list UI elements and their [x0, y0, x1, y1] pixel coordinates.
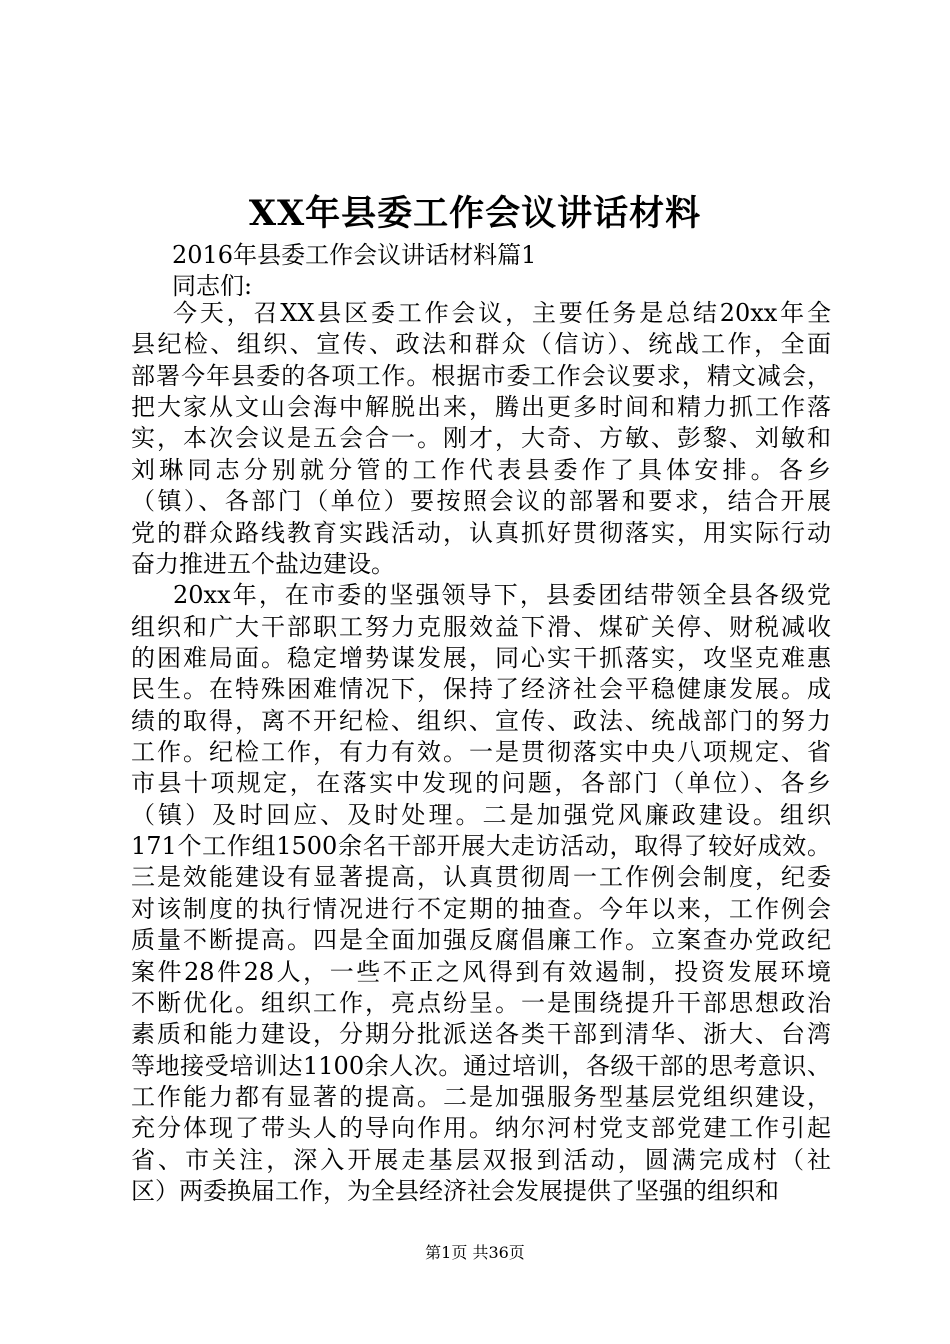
paragraph-2-line: 三是效能建设有显著提高，认真贯彻周一工作例会制度，纪委 — [131, 863, 831, 892]
paragraph-2-line: 对该制度的执行情况进行不定期的抽查。今年以来，工作例会 — [131, 894, 831, 923]
paragraph-2-line: 案件28件28人，一些不正之风得到有效遏制，投资发展环境 — [131, 957, 831, 986]
paragraph-2-line: 不断优化。组织工作，亮点纷呈。一是围绕提升干部思想政治 — [131, 988, 831, 1017]
paragraph-2-line: 区）两委换届工作，为全县经济社会发展提供了坚强的组织和 — [131, 1177, 779, 1206]
paragraph-1-line: 实，本次会议是五会合一。刚才，大奇、方敏、彭黎、刘敏和 — [131, 424, 831, 453]
paragraph-2-line: 绩的取得，离不开纪检、组织、宣传、政法、统战部门的努力 — [131, 706, 831, 735]
paragraph-1-line: 党的群众路线教育实践活动，认真抓好贯彻落实，用实际行动 — [131, 518, 831, 547]
document-subtitle: 2016年县委工作会议讲话材料篇1 — [172, 241, 537, 269]
paragraph-2-line: 质量不断提高。四是全面加强反腐倡廉工作。立案查办党政纪 — [131, 926, 831, 955]
paragraph-2-line: 工作。纪检工作，有力有效。一是贯彻落实中央八项规定、省 — [131, 738, 831, 767]
paragraph-2-line: 省、市关注，深入开展走基层双报到活动，圆满完成村（社 — [131, 1145, 831, 1174]
paragraph-2-line: （镇）及时回应、及时处理。二是加强党风廉政建设。组织 — [131, 800, 831, 829]
paragraphs — [131, 298, 831, 1207]
paragraph-2-line: 的困难局面。稳定增势谋发展，同心实干抓落实，攻坚克难惠 — [131, 643, 831, 672]
paragraph-1-line: 部署今年县委的各项工作。根据市委工作会议要求，精文减会， — [131, 361, 831, 390]
page-footer: 第1页 共36页 — [425, 1243, 525, 1262]
paragraph-2-line: 组织和广大干部职工努力克服效益下滑、煤矿关停、财税减收 — [131, 612, 831, 641]
salutation: 同志们: — [172, 272, 253, 300]
paragraph-2-line: 民生。在特殊困难情况下，保持了经济社会平稳健康发展。成 — [131, 675, 831, 704]
paragraph-2-line: 等地接受培训达1100余人次。通过培训，各级干部的思考意识、 — [131, 1051, 831, 1080]
paragraph-1-line: （镇）、各部门（单位）要按照会议的部署和要求，结合开展 — [131, 487, 831, 516]
paragraph-1-line: 把大家从文山会海中解脱出来，腾出更多时间和精力抓工作落 — [131, 393, 831, 422]
document-title: XX年县委工作会议讲话材料 — [248, 193, 702, 234]
paragraph-1-line: 奋力推进五个盐边建设。 — [131, 549, 395, 578]
paragraph-1-line: 刘琳同志分别就分管的工作代表县委作了具体安排。各乡 — [131, 455, 831, 484]
paragraph-2-line: 20xx年，在市委的坚强领导下，县委团结带领全县各级党 — [173, 581, 831, 610]
paragraph-1-line: 今天，召XX县区委工作会议，主要任务是总结20xx年全 — [173, 299, 831, 327]
paragraph-2-line: 素质和能力建设，分期分批派送各类干部到清华、浙大、台湾 — [131, 1020, 831, 1049]
document-body — [131, 298, 831, 1207]
paragraph-2-line: 充分体现了带头人的导向作用。纳尔河村党支部党建工作引起 — [131, 1114, 831, 1143]
paragraph-2-line: 171个工作组1500余名干部开展大走访活动，取得了较好成效。 — [131, 832, 831, 861]
paragraph-2-line: 市县十项规定，在落实中发现的问题，各部门（单位）、各乡 — [131, 769, 831, 798]
paragraph-1-line: 县纪检、组织、宣传、政法和群众（信访）、统战工作，全面 — [131, 330, 831, 359]
paragraph-2-line: 工作能力都有显著的提高。二是加强服务型基层党组织建设， — [131, 1082, 831, 1111]
